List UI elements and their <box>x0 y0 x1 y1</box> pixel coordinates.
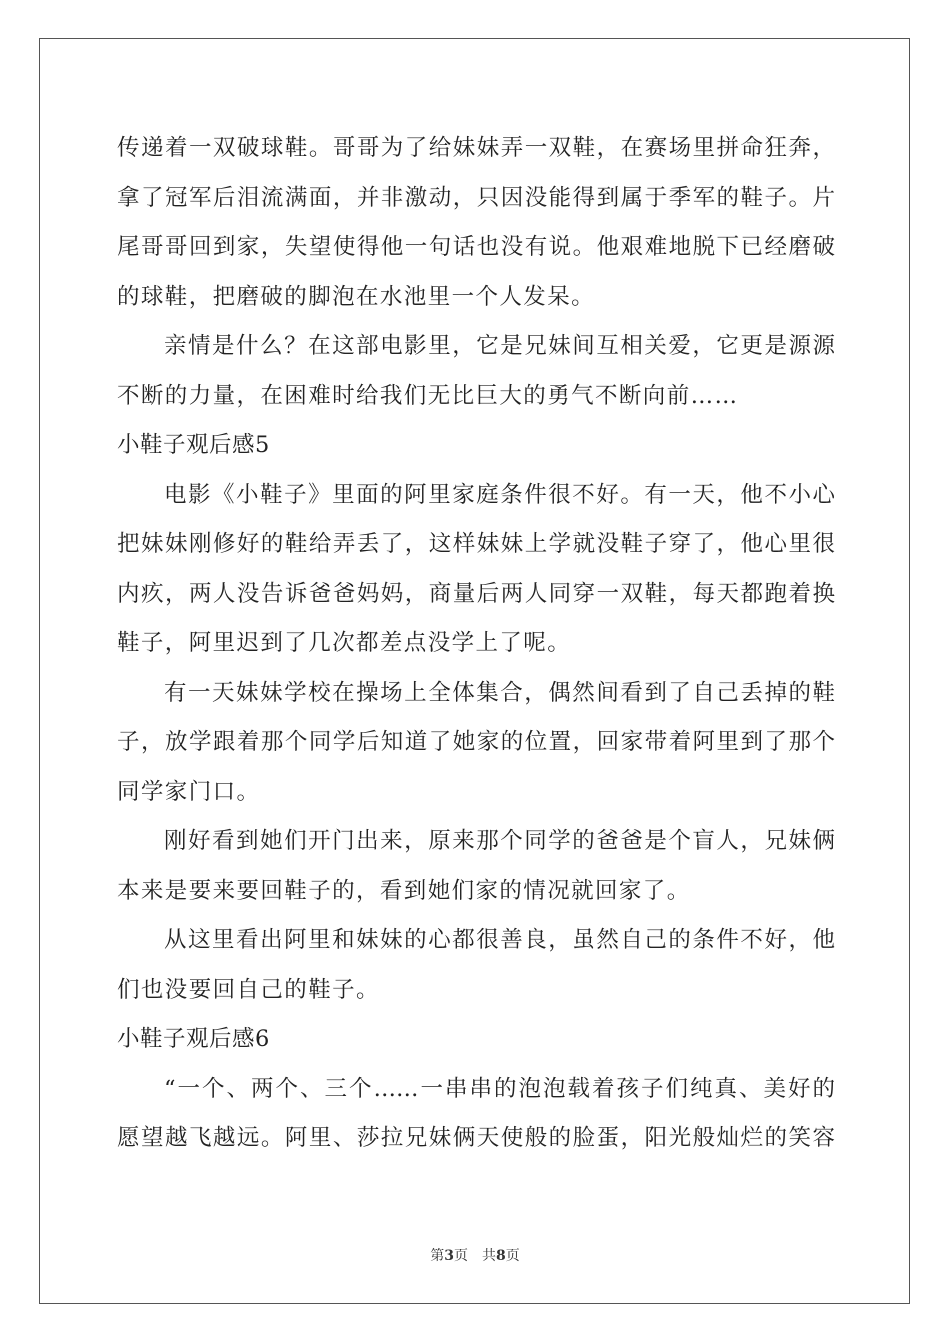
paragraph-start: 有一天妹妹学校在操场上全体集合，偶然间看到了自己丢掉的鞋 <box>164 679 835 706</box>
text-line: 们也没要回自己的鞋子。 <box>117 976 380 1003</box>
section-heading: 小鞋子观后感5 <box>117 432 270 458</box>
text-line: 愿望越飞越远。阿里、莎拉兄妹俩天使般的脸蛋，阳光般灿烂的笑容 <box>117 1125 835 1151</box>
page-prefix: 第 <box>430 1248 445 1264</box>
text-line: 本来是要来要回鞋子的，看到她们家的情况就回家了。 <box>117 877 691 904</box>
text-line: 把妹妹刚修好的鞋给弄丢了，这样妹妹上学就没鞋子穿了，他心里很 <box>117 531 835 557</box>
paragraph-start: 刚好看到她们开门出来，原来那个同学的爸爸是个盲人，兄妹俩 <box>164 828 835 854</box>
text-line: 拿了冠军后泪流满面，并非激动，只因没能得到属于季军的鞋子。片 <box>117 184 835 211</box>
text-line: 内疚，两人没告诉爸爸妈妈，商量后两人同穿一双鞋，每天都跑着换 <box>117 580 835 607</box>
text-line: 子，放学跟着那个同学后知道了她家的位置，回家带着阿里到了那个 <box>117 729 835 755</box>
document-body <box>117 124 835 1164</box>
text-line: 传递着一双破球鞋。哥哥为了给妹妹弄一双鞋，在赛场里拼命狂奔， <box>117 135 835 161</box>
paragraph-start: 从这里看出阿里和妹妹的心都很善良，虽然自己的条件不好，他 <box>164 927 835 953</box>
paragraph-start: “一个、两个、三个……一串串的泡泡载着孩子们纯真、美好的 <box>164 1075 835 1102</box>
page-footer <box>0 1245 950 1265</box>
page-total: 8 <box>496 1248 506 1264</box>
page-current: 3 <box>444 1248 454 1264</box>
text-line: 尾哥哥回到家，失望使得他一句话也没有说。他艰难地脱下已经磨破 <box>117 234 835 260</box>
paragraph-start: 电影《小鞋子》里面的阿里家庭条件很不好。有一天，他不小心 <box>164 481 835 508</box>
text-line: 的球鞋，把磨破的脚泡在水池里一个人发呆。 <box>117 283 596 310</box>
text-line: 鞋子，阿里迟到了几次都差点没学上了呢。 <box>117 630 572 656</box>
text-line: 不断的力量，在困难时给我们无比巨大的勇气不断向前…… <box>117 382 739 409</box>
section-heading: 小鞋子观后感6 <box>117 1026 270 1052</box>
paragraph-start: 亲情是什么？在这部电影里，它是兄妹间互相关爱，它更是源源 <box>164 333 835 359</box>
page-mid: 页 共 <box>454 1248 496 1264</box>
page-suffix: 页 <box>505 1248 520 1264</box>
text-line: 同学家门口。 <box>117 778 261 805</box>
